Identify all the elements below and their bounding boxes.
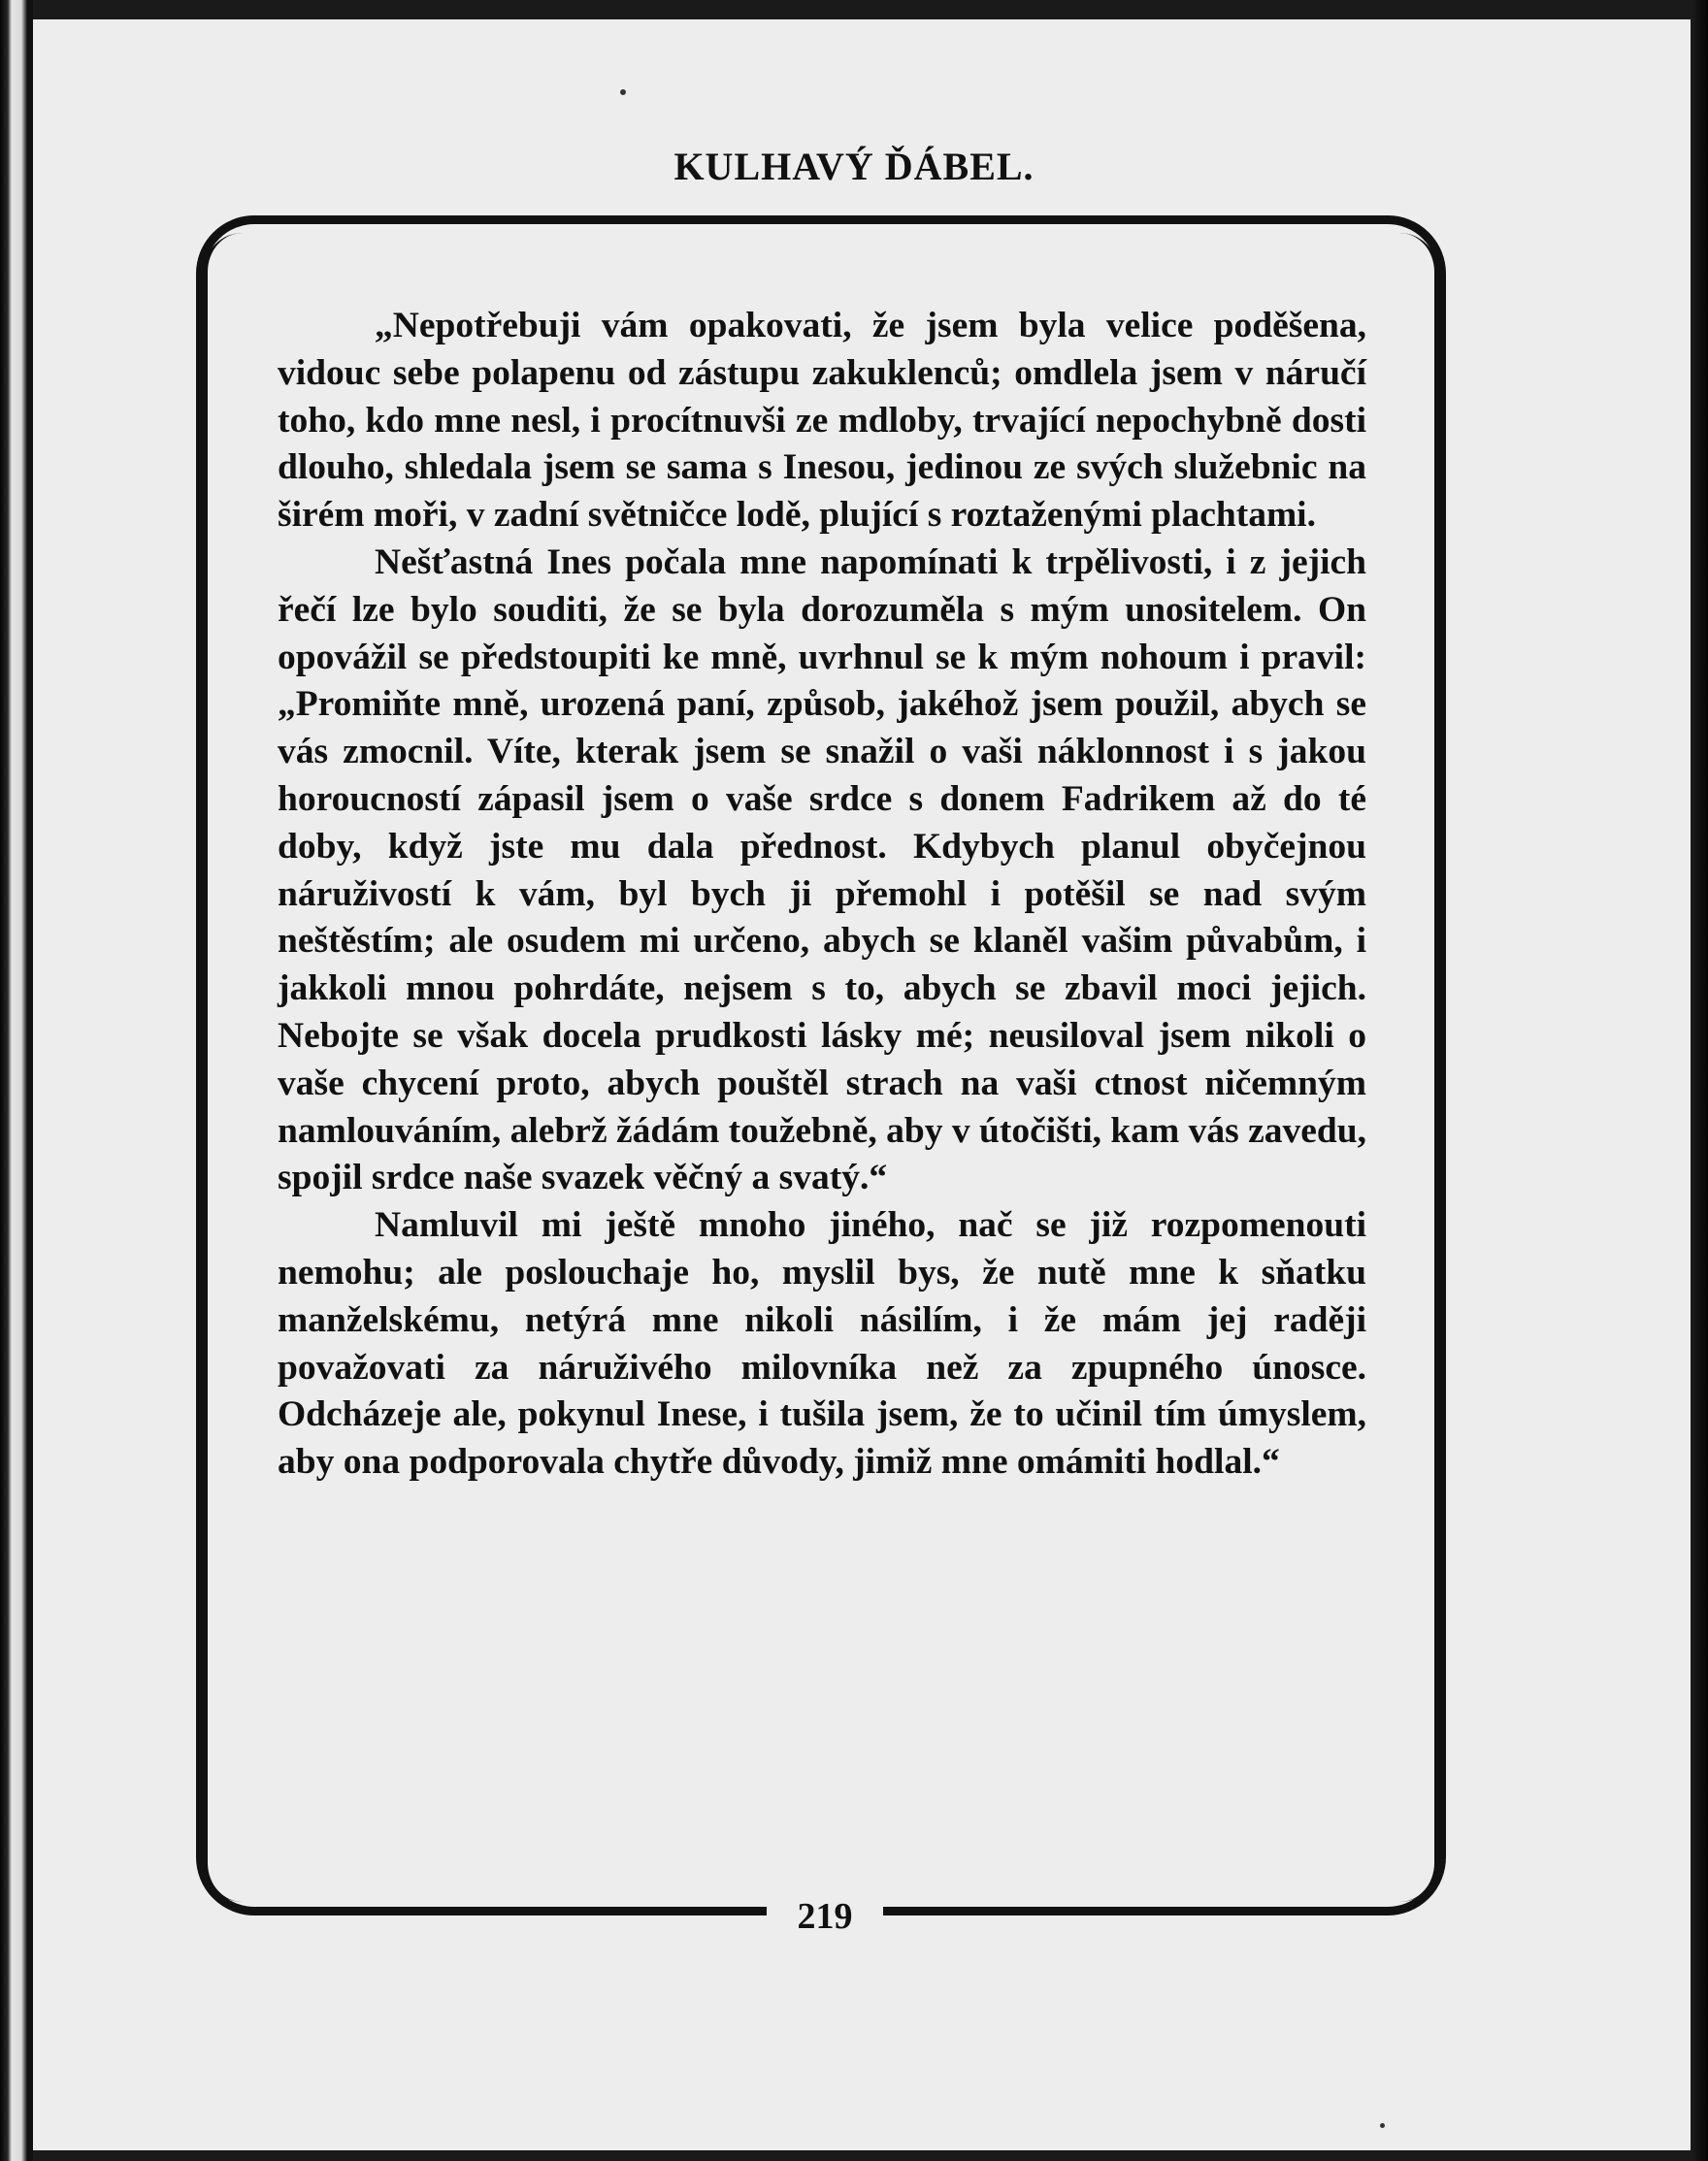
right-page-edge [1691, 0, 1708, 2161]
paragraph-2: Nešťastná Ines počala mne napomínati k trpělivosti, i z jejich řečí lze bylo souditi, že se byla dorozuměla s mým unositelem. On opovážil se předstoupiti ke mně, uvrhnul se k mým nohoum i pravil: „Promiňte mně, urozená paní, způsob, jakéhož jsem použil, abych se vás zmocnil. Víte, kterak jsem se snažil o vaši náklonnost i s jakou horoucností zápasil jsem o vaše srdce s donem Fadrikem až do té doby, když jste mu dala přednost. Kdybych planul obyčejnou náruživostí k vám, byl bych ji přemohl i potěšil se nad svým neštěstím; ale osudem mi určeno, abych se klaněl vašim půvabům, i jakkoli mnou pohrdáte, nejsem s to, abych se zbavil moci jejich. Nebojte se však docela prudkosti lásky mé; neusiloval jsem nikoli o vaše chycení proto, abych pouštěl strach na vaši ctnost ničemným namlouváním, alebrž žádám toužebně, aby v útočišti, kam vás zavedu, spojil srdce naše svazek věčný a svatý.“ [278, 541, 1366, 1198]
running-header: KULHAVÝ ĎÁBEL. [673, 145, 1035, 188]
speck [1380, 2123, 1385, 2128]
left-page-edge [0, 0, 33, 2161]
page-number: 219 [767, 1894, 883, 1939]
body-text [278, 303, 1366, 1487]
paragraph-3: Namluvil mi ještě mnoho jiného, nač se již rozpomenouti nemohu; ale poslouchaje ho, myslil bys, že nutě mne k sňatku manželskému, netýrá mne nikoli násilím, i že mám jej raději považovati za náruživého milovníka než za zpupného únosce. Odcházeje ale, pokynul Inese, i tušila jsem, že to učinil tím úmyslem, aby ona podporovala chytře důvody, jimiž mne omámiti hodlal.“ [278, 1205, 1366, 1483]
speck [620, 89, 626, 95]
paragraph-1: „Nepotřebuji vám opakovati, že jsem byla velice poděšena, vidouc sebe polapenu od zástupu zakuklenců; omdlela jsem v náručí toho, kdo mne nesl, i procítnuvši ze mdloby, trvající nepochybně dosti dlouho, shledala jsem se sama s Inesou, jedinou ze svých služebnic na širém moři, v zadní světničce lodě, plující s roztaženými plachtami. [278, 306, 1366, 536]
